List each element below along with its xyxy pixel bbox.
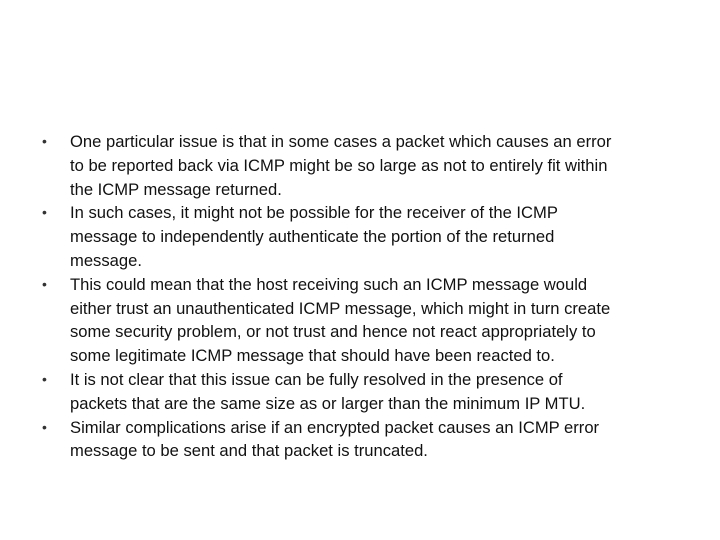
- bullet-list: [40, 130, 680, 463]
- bullet-line: packets that are the same size as or larger than the minimum IP MTU.: [70, 393, 586, 413]
- bullet-line: message to be sent and that packet is truncated.: [70, 441, 428, 461]
- bullet-icon: •: [42, 275, 47, 292]
- bullet-line: to be reported back via ICMP might be so large as not to entirely fit within: [70, 155, 608, 175]
- bullet-line: the ICMP message returned.: [70, 179, 282, 199]
- bullet-icon: •: [42, 133, 47, 149]
- bullet-line: message.: [70, 250, 142, 270]
- bullet-text: [70, 368, 680, 416]
- bullet-line: message to independently authenticate the portion of the returned: [70, 227, 555, 247]
- bullet-icon: •: [42, 370, 47, 387]
- bullet-line: some security problem, or not trust and hence not react appropriately to: [70, 322, 596, 342]
- bullet-line: Similar complications arise if an encrypted packet causes an ICMP error: [70, 417, 600, 437]
- bullet-item: [40, 416, 680, 464]
- bullet-item: [40, 130, 680, 201]
- bullet-item: [40, 201, 680, 272]
- bullet-line: either trust an unauthenticated ICMP message, which might in turn create: [70, 298, 611, 318]
- bullet-item: [40, 273, 680, 368]
- bullet-item: [40, 368, 680, 416]
- bullet-line: This could mean that the host receiving such an ICMP message would: [70, 274, 588, 294]
- bullet-text: [70, 273, 680, 368]
- bullet-text: [70, 201, 680, 272]
- bullet-icon: •: [42, 418, 47, 435]
- bullet-line: some legitimate ICMP message that should have been reacted to.: [70, 346, 555, 366]
- bullet-text: [70, 130, 680, 201]
- bullet-line: One particular issue is that in some cases a packet which causes an error: [70, 132, 612, 151]
- bullet-icon: •: [42, 204, 47, 221]
- bullet-line: It is not clear that this issue can be fully resolved in the presence of: [70, 369, 563, 389]
- bullet-text: [70, 416, 680, 464]
- bullet-line: In such cases, it might not be possible for the receiver of the ICMP: [70, 203, 558, 223]
